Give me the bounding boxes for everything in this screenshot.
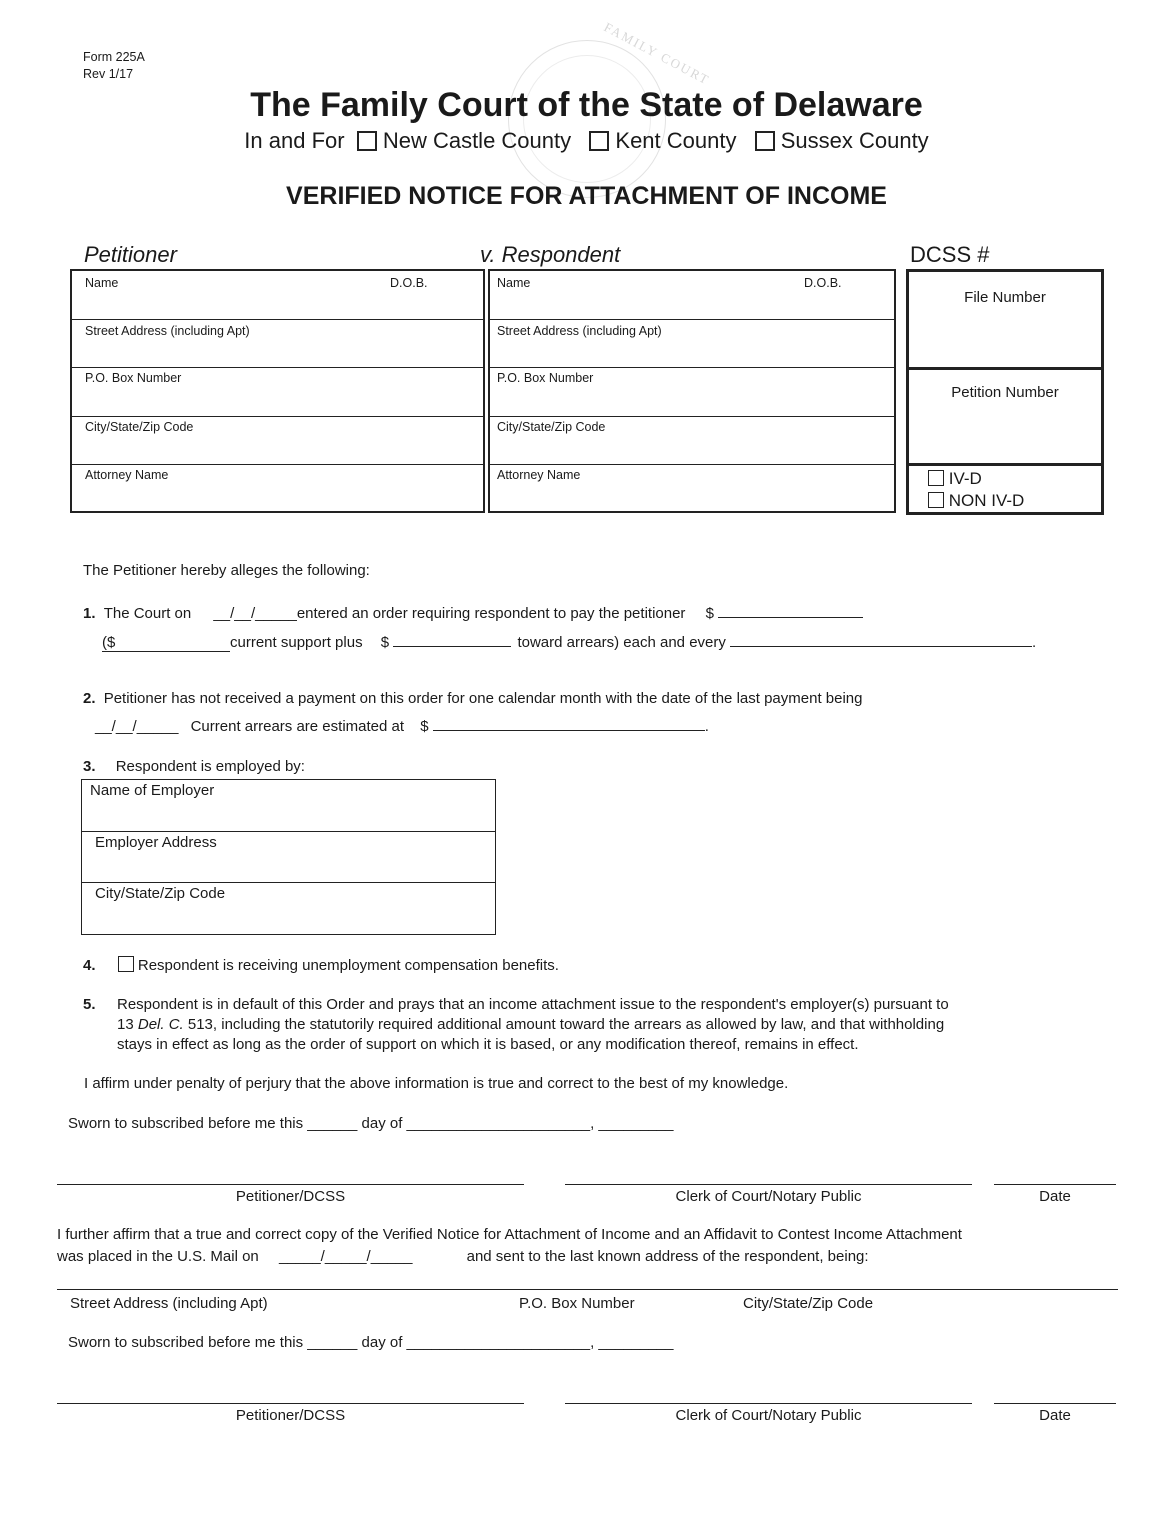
petition-number-label: Petition Number	[951, 384, 1059, 401]
date-label-1: Date	[1039, 1188, 1071, 1205]
petitioner-signature-line-1[interactable]	[57, 1184, 524, 1185]
court-seal-text: FAMILY COURT	[601, 19, 713, 88]
item-3-text: Respondent is employed by:	[115, 758, 305, 775]
item-1-court-on: The Court on	[103, 605, 192, 622]
mail-label: was placed in the U.S. Mail on	[57, 1248, 259, 1265]
employer-name-label: Name of Employer	[90, 782, 215, 799]
payment-amount-field[interactable]	[718, 617, 863, 618]
respondent-address-line[interactable]	[57, 1289, 1118, 1290]
document-title: VERIFIED NOTICE FOR ATTACHMENT OF INCOME	[286, 182, 887, 210]
form-revision: Rev 1/17	[83, 67, 134, 81]
address-pobox-label: P.O. Box Number	[519, 1295, 635, 1312]
ivd-checkbox[interactable]	[928, 470, 944, 486]
arrears-amount-field[interactable]	[433, 730, 705, 731]
item-5-line-2	[117, 1016, 944, 1033]
item-1-number: 1.	[83, 605, 96, 622]
item-4-text: Respondent is receiving unemployment compensation benefits.	[137, 957, 559, 974]
non-ivd-checkbox[interactable]	[928, 492, 944, 508]
item-3-line	[83, 758, 305, 775]
item-1-line-2	[102, 634, 1036, 652]
respondent-attorney-field[interactable]	[490, 465, 894, 513]
name-label: Name	[85, 276, 119, 290]
item-1-period: .	[1032, 634, 1037, 651]
item-2-number: 2.	[83, 690, 96, 707]
arrears-dollar-sign-2: $	[420, 718, 429, 735]
kent-checkbox[interactable]	[589, 131, 609, 151]
order-date-field[interactable]: __/__/_____	[213, 605, 297, 622]
item-2-text: Petitioner has not received a payment on this order for one calendar month with the date of the last payment being	[103, 690, 863, 707]
new-castle-label: New Castle County	[382, 128, 572, 153]
toward-arrears-label: toward arrears) each and every	[517, 634, 726, 651]
clerk-signature-label-1: Clerk of Court/Notary Public	[675, 1188, 862, 1205]
petitioner-heading: Petitioner	[84, 242, 177, 267]
employer-name-field[interactable]	[82, 780, 495, 832]
allegations-intro: The Petitioner hereby alleges the following:	[83, 562, 370, 579]
item-5-post: 513, including the statutorily required additional amount toward the arrears as allowed by law, and that withholding	[183, 1016, 945, 1033]
item-5-pre: 13	[117, 1016, 138, 1033]
item-1-entered: entered an order requiring respondent to pay the petitioner	[296, 605, 686, 622]
arrears-dollar-sign: $	[380, 634, 390, 651]
kent-label: Kent County	[615, 128, 737, 153]
sussex-checkbox[interactable]	[755, 131, 775, 151]
item-2-line-2	[95, 718, 709, 735]
dcss-box	[906, 269, 1104, 515]
file-number-label: File Number	[964, 289, 1046, 306]
ivd-label: IV-D	[948, 469, 982, 488]
court-title: The Family Court of the State of Delaware	[250, 86, 923, 124]
petitioner-signature-line-2[interactable]	[57, 1403, 524, 1404]
item-2-line-1	[83, 690, 862, 707]
petitioner-pobox-field[interactable]	[72, 368, 483, 417]
further-affirm-line-1: I further affirm that a true and correct copy of the Verified Notice for Attachment of Income and an Affidavit to Contest Income Attachment	[57, 1226, 962, 1243]
address-street-label: Street Address (including Apt)	[70, 1295, 268, 1312]
employer-box	[81, 779, 496, 935]
respondent-pobox-field[interactable]	[490, 368, 894, 417]
sussex-label: Sussex County	[780, 128, 929, 153]
item-5-number-text: 5.	[83, 996, 96, 1013]
petitioner-street-field[interactable]	[72, 320, 483, 368]
employer-city-label: City/State/Zip Code	[95, 885, 226, 902]
city-label: City/State/Zip Code	[497, 420, 606, 434]
sworn-line-1[interactable]: Sworn to subscribed before me this ______ day of ______________________, _________	[68, 1115, 674, 1132]
employer-address-label: Employer Address	[95, 834, 217, 851]
item-5-line-1: Respondent is in default of this Order and prays that an income attachment issue to the respondent's employer(s) pursuant to	[117, 996, 949, 1013]
further-affirm-end: and sent to the last known address of the respondent, being:	[466, 1248, 869, 1265]
name-label: Name	[497, 276, 531, 290]
arrears-label: Current arrears are estimated at	[190, 718, 405, 735]
non-ivd-option	[928, 491, 1024, 511]
clerk-signature-line-2[interactable]	[565, 1403, 972, 1404]
item-4-line	[83, 956, 559, 974]
form-id: Form 225A	[83, 50, 145, 64]
clerk-signature-line-1[interactable]	[565, 1184, 972, 1185]
item-5-cite: Del. C.	[137, 1016, 184, 1033]
attorney-label: Attorney Name	[85, 468, 169, 482]
petitioner-city-field[interactable]	[72, 417, 483, 465]
item-5-line-3: stays in effect as long as the order of support on which it is based, or any modification thereof, remains in effect.	[117, 1036, 859, 1053]
pobox-label: P.O. Box Number	[85, 371, 182, 385]
petition-number-field[interactable]	[909, 370, 1101, 466]
respondent-street-field[interactable]	[490, 320, 894, 368]
petitioner-signature-label-1: Petitioner/DCSS	[235, 1188, 346, 1205]
date-line-2[interactable]	[994, 1403, 1116, 1404]
dob-label: D.O.B.	[804, 276, 842, 290]
sworn-line-2[interactable]: Sworn to subscribed before me this ______ day of ______________________, _________	[68, 1334, 674, 1351]
dcss-heading: DCSS #	[910, 242, 990, 267]
street-label: Street Address (including Apt)	[497, 324, 662, 338]
arrears-payment-field[interactable]	[393, 646, 511, 647]
further-affirm-line-2	[57, 1248, 869, 1265]
respondent-name-field[interactable]	[490, 271, 894, 320]
file-number-field[interactable]	[909, 272, 1101, 370]
attorney-label: Attorney Name	[497, 468, 581, 482]
respondent-city-field[interactable]	[490, 417, 894, 465]
open-paren-dollar: ($	[102, 634, 116, 651]
address-city-label: City/State/Zip Code	[743, 1295, 874, 1312]
pobox-label: P.O. Box Number	[497, 371, 594, 385]
new-castle-checkbox[interactable]	[357, 131, 377, 151]
item-5-number	[83, 996, 96, 1013]
current-support-label: current support plus	[230, 634, 363, 651]
county-selector	[0, 128, 1173, 154]
employer-city-field[interactable]	[82, 883, 495, 933]
petitioner-attorney-field[interactable]	[72, 465, 483, 513]
item-3-number: 3.	[83, 758, 96, 775]
ivd-options	[909, 466, 1101, 512]
employer-address-field[interactable]	[82, 832, 495, 883]
petitioner-info-box	[70, 269, 485, 513]
unemployment-checkbox[interactable]	[118, 956, 134, 972]
last-payment-date-field[interactable]: __/__/_____	[95, 718, 179, 735]
dob-label: D.O.B.	[390, 276, 428, 290]
item-2-period: .	[704, 718, 709, 735]
payment-period-field[interactable]	[730, 646, 1032, 647]
affirmation: I affirm under penalty of perjury that the above information is true and correct to the best of my knowledge.	[84, 1075, 789, 1092]
clerk-signature-label-2: Clerk of Court/Notary Public	[675, 1407, 862, 1424]
city-label: City/State/Zip Code	[85, 420, 194, 434]
current-support-field[interactable]	[102, 634, 230, 652]
county-prefix: In and For	[244, 128, 345, 153]
payment-dollar-sign: $	[705, 605, 714, 622]
item-1-line-1	[83, 605, 863, 622]
date-line-1[interactable]	[994, 1184, 1116, 1185]
non-ivd-label: NON IV-D	[948, 491, 1025, 510]
item-4-number: 4.	[83, 957, 96, 974]
ivd-option	[928, 469, 982, 489]
respondent-info-box	[488, 269, 896, 513]
mail-date-field[interactable]: _____/_____/_____	[278, 1248, 413, 1265]
respondent-heading: v. Respondent	[480, 242, 621, 267]
date-label-2: Date	[1039, 1407, 1071, 1424]
petitioner-signature-label-2: Petitioner/DCSS	[235, 1407, 346, 1424]
petitioner-name-field[interactable]	[72, 271, 483, 320]
street-label: Street Address (including Apt)	[85, 324, 250, 338]
